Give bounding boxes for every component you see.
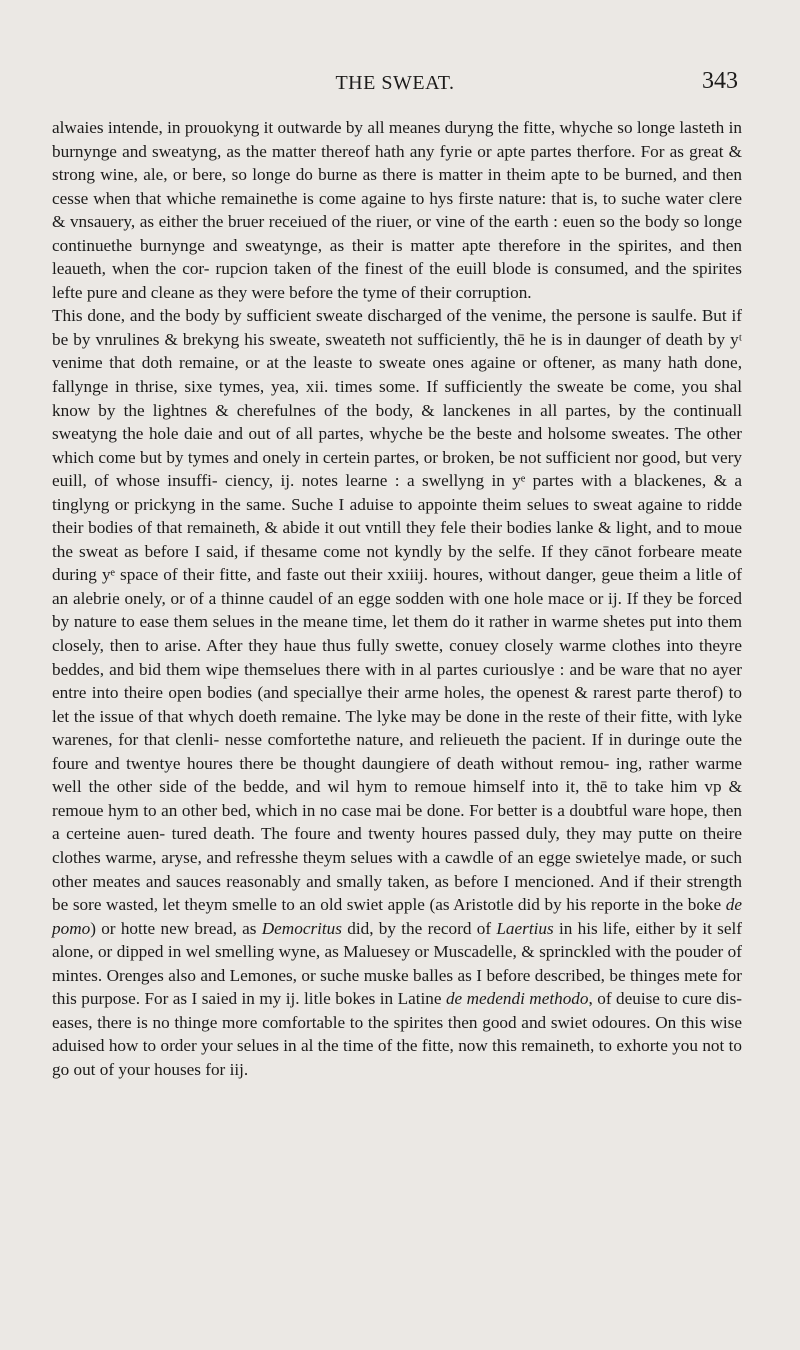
book-title-de-pomo: de pomo (52, 895, 742, 938)
page-number: 343 (702, 68, 738, 94)
chapter-title: THE SWEAT. (335, 72, 455, 94)
running-head (52, 68, 738, 98)
name-democritus: Democritus (261, 918, 342, 938)
paragraph-2-text-d: in his life, either by it self alone, or dipped in wel smelling wyne, as Maluesey or Muscadelle, & sprinckled with the pouder of mintes. Orenges also and Lemones, or suche muske balles as I before described, be thinges mete for this purpose. For as I saied in my ij. litle bokes in Latine (52, 918, 742, 1009)
paragraph-2-text-c: did, by the record of (341, 918, 497, 938)
body-text (52, 116, 742, 1081)
name-laertius: Laertius (496, 918, 554, 938)
paragraph-1-text: alwaies intende, in prouokyng it outwarde by all meanes duryng the fitte, whyche so longe lasteth in burnynge and sweatyng, as the matter thereof hath any fyrie or apte partes therfore. For as great & strong wine, ale, or bere, so longe do burne as there is matter in theim apte to be burned, and then cesse when that whiche remainethe is come againe to hys firste nature: that is, to suche water clere & vnsauery, as either the bruer receiued of the riuer, or vine of the earth : euen so the body so longe continuethe burnynge and sweatynge, as their is matter apte therefore in the spirites, and then leaueth, when the cor- rupcion taken of the finest of the euill blode is consumed, and the spirites lefte pure and cleane as they were before the tyme of their corruption. (52, 118, 742, 302)
paragraph-2-text-e: , of deuise to cure dis- eases, there is no thinge more comfortable to the spirites then good and swiet odoures. On this wise aduised how to order your selues in al the time of the fitte, now this remaineth, to exhorte you not to go out of your houses for iij. (52, 989, 742, 1079)
paragraph-2 (52, 304, 742, 1081)
paragraph-2-text-a: This done, and the body by sufficient sweate discharged of the venime, the persone is saulfe. But if be by vnrulines & brekyng his sweate, sweateth not sufficiently, thē he is in daunger of death by yᵗ venime that doth remaine, or at the leaste to sweate ones againe or oftener, as many hath done, fallynge in thrise, sixe tymes, yea, xii. times some. If sufficiently the sweate be come, you shal know by the lightnes & cherefulnes of the body, & lanckenes in all partes, by the continuall sweatyng the hole daie and out of all partes, whyche be the beste and holsome sweates. The other which come but by tymes and onely in certein partes, or broken, be not sufficient nor good, but very euill, of whose insuffi- ciency, ij. notes learne : a swellyng in yᵉ partes with a blackenes, & a tinglyng or prickyng in the same. Suche I aduise to appointe theim selues to sweat againe to ridde their bodies of that remaineth, & abide it out vntill they fele their bodies lanke & light, and to moue the sweat as before I said, if thesame come not kyndly by the selfe. If they cānot forbeare meate during yᵉ space of their fitte, and faste out their xxiiij. houres, without danger, geue theim a litle of an alebrie onely, or of a thinne caudel of an egge sodden with one hole mace or ij. If they be forced by nature to ease them selues in the meane time, let them do it rather in warme shetes put into them closely, then to arise. After they haue thus fully swette, conuey closely warme clothes into theyre beddes, and bid them wipe themselues there with in al partes curiouslye : and be ware that no ayer entre into theire open bodies (and speciallye their arme holes, the openest & rarest parte therof) to let the issue of that whych doeth remaine. The lyke may be done in the reste of their fitte, with lyke warenes, for that clenli- nesse comfortethe nature, and relieueth the pacient. If in duringe oute the foure and twentye houres there be thought daungiere of death without remou- ing, rather warme well the other side of the bedde, and wil hym to remoue himself into it, thē to take him vp & remoue hym to an other bed, which in no case mai be done. For better is a doubtful ware hope, then a certeine auen- tured death. The foure and twenty houres passed duly, they may putte on theire clothes warme, aryse, and refresshe theym selues with a cawdle of an egge swietelye made, or such other meates and sauces reasonably and smally taken, as before I mencioned. And if their strength be sore wasted, let theym smelle to an old swiet apple (as Aristotle did by his reporte in the boke (52, 306, 742, 915)
book-title-de-medendi-methodo: de medendi methodo (445, 989, 589, 1009)
paragraph-2-text-b: ) or hotte new bread, as (90, 918, 262, 938)
paragraph-1 (52, 116, 742, 304)
